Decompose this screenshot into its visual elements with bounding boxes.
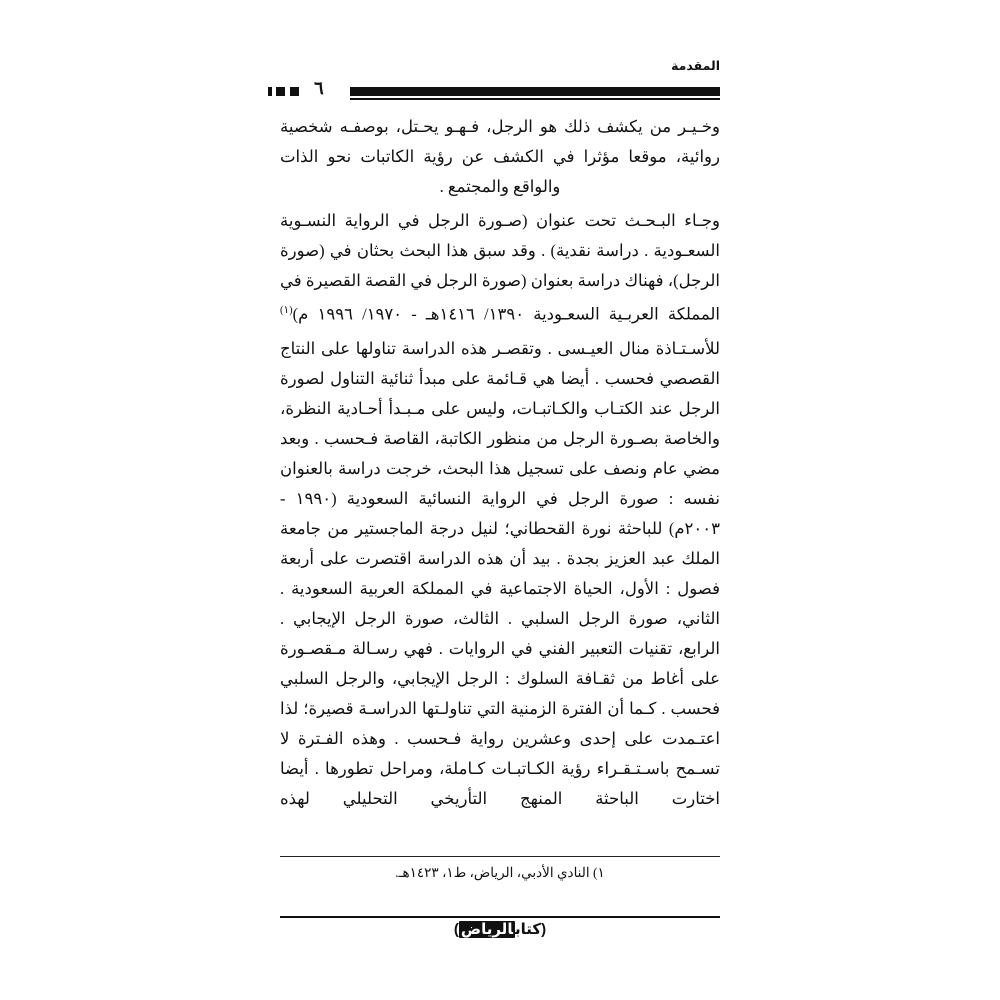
publisher-prefix: ( [541,921,547,938]
paragraph-2-text: وجـاء البـحـث تحت عنوان (صـورة الرجل في الرواية النسـوية السعـودية . دراسة نقدية) . وقد سبق هذا البحث بحثان في (صورة الرجل)، فهناك دراسة بعنوان (صورة الرجل في القصة القصيرة في المملكة العربـية السعـودية ١٣٩٠/ ١٤١٦هـ - ١٩٧٠/ ١٩٩٦ م) [280,211,720,324]
footer-separator [280,916,720,918]
header-rule-block-3 [268,87,272,96]
paragraph-3: للأسـتـاذة منال العيـسى . وتقصـر هذه الدراسة تناولها على النتاج القصصي فحسب . أيضا هي قـائمة على مبدأ ثنائية التناول لصورة الرجل عند الكتـاب والكـاتبـات، وليس على مـبـدأ أحـادية النظرة، والخاصة بصـورة الرجل من منظور الكاتبة، القاصة فـحسب . وبعد مضي عام ونصف على تسجيل هذا البحث، خرجت دراسة بالعنوان نفسه : صورة الرجل في الرواية النسائية السعودية (١٩٩٠ - ٢٠٠٣م) للباحثة نورة القحطاني؛ لنيل درجة الماجستير من جامعة الملك عبد العزيز بجدة . بيد أن هذه الدراسة اقتصرت على أربعة فصول : الأول، الحياة الاجتماعية في المملكة العربية السعودية . الثاني، صورة الرجل السلبي . الثالث، صورة الرجل الإيجابي . الرابع، تقنيات التعبير الفني في الروايات . فهي رسـالة مـقصـورة على أغاط من ثقـافة السلوك : الرجل الإيجابي، والرجل السلبي فحسب . كـما أن الفترة الزمنية التي تناولـتها الدراسـة قصيرة؛ لذا اعتـمدت على إحدى وعشرين رواية فـحسب . وهذه الفـترة لا تسـمح باسـتـقـراء رؤية الكـاتبـات كـاملة، ومراحل تطورها . أيضا اختارت الباحثة المنهج التأريخي التحليلي لهذه [280,338,720,808]
page-footer [280,920,720,950]
header-rule [268,78,720,104]
header-rule-block-2 [276,87,285,96]
footnote-text: ١) النادي الأدبي، الرياض، ط١، ١٤٢٣هـ. [395,865,605,880]
header-rule-thick [350,87,720,96]
paragraph-1: وخـيـر من يكشف ذلك هو الرجل، فـهـو يحـتل، بوصفـه شخصية روائية، موقعا مؤثرا في الكشف عن رؤية الكاتبات نحو الذات والواقع والمجتمع . [280,117,720,196]
footnote-marker: (١) [280,305,293,316]
page-number: ٦ [314,78,324,98]
publisher-logo [454,920,546,938]
page-header [268,58,720,104]
header-rule-block-1 [290,87,299,96]
publisher-suffix: ) [453,921,459,938]
running-title: المقدمة [671,59,720,73]
header-rule-thin [350,98,720,100]
publisher-label: كتاب [514,921,542,938]
footnote-separator [280,856,720,857]
publisher-brand: الرياض [460,921,513,938]
paragraph-2 [280,206,720,330]
body-text [280,112,720,818]
